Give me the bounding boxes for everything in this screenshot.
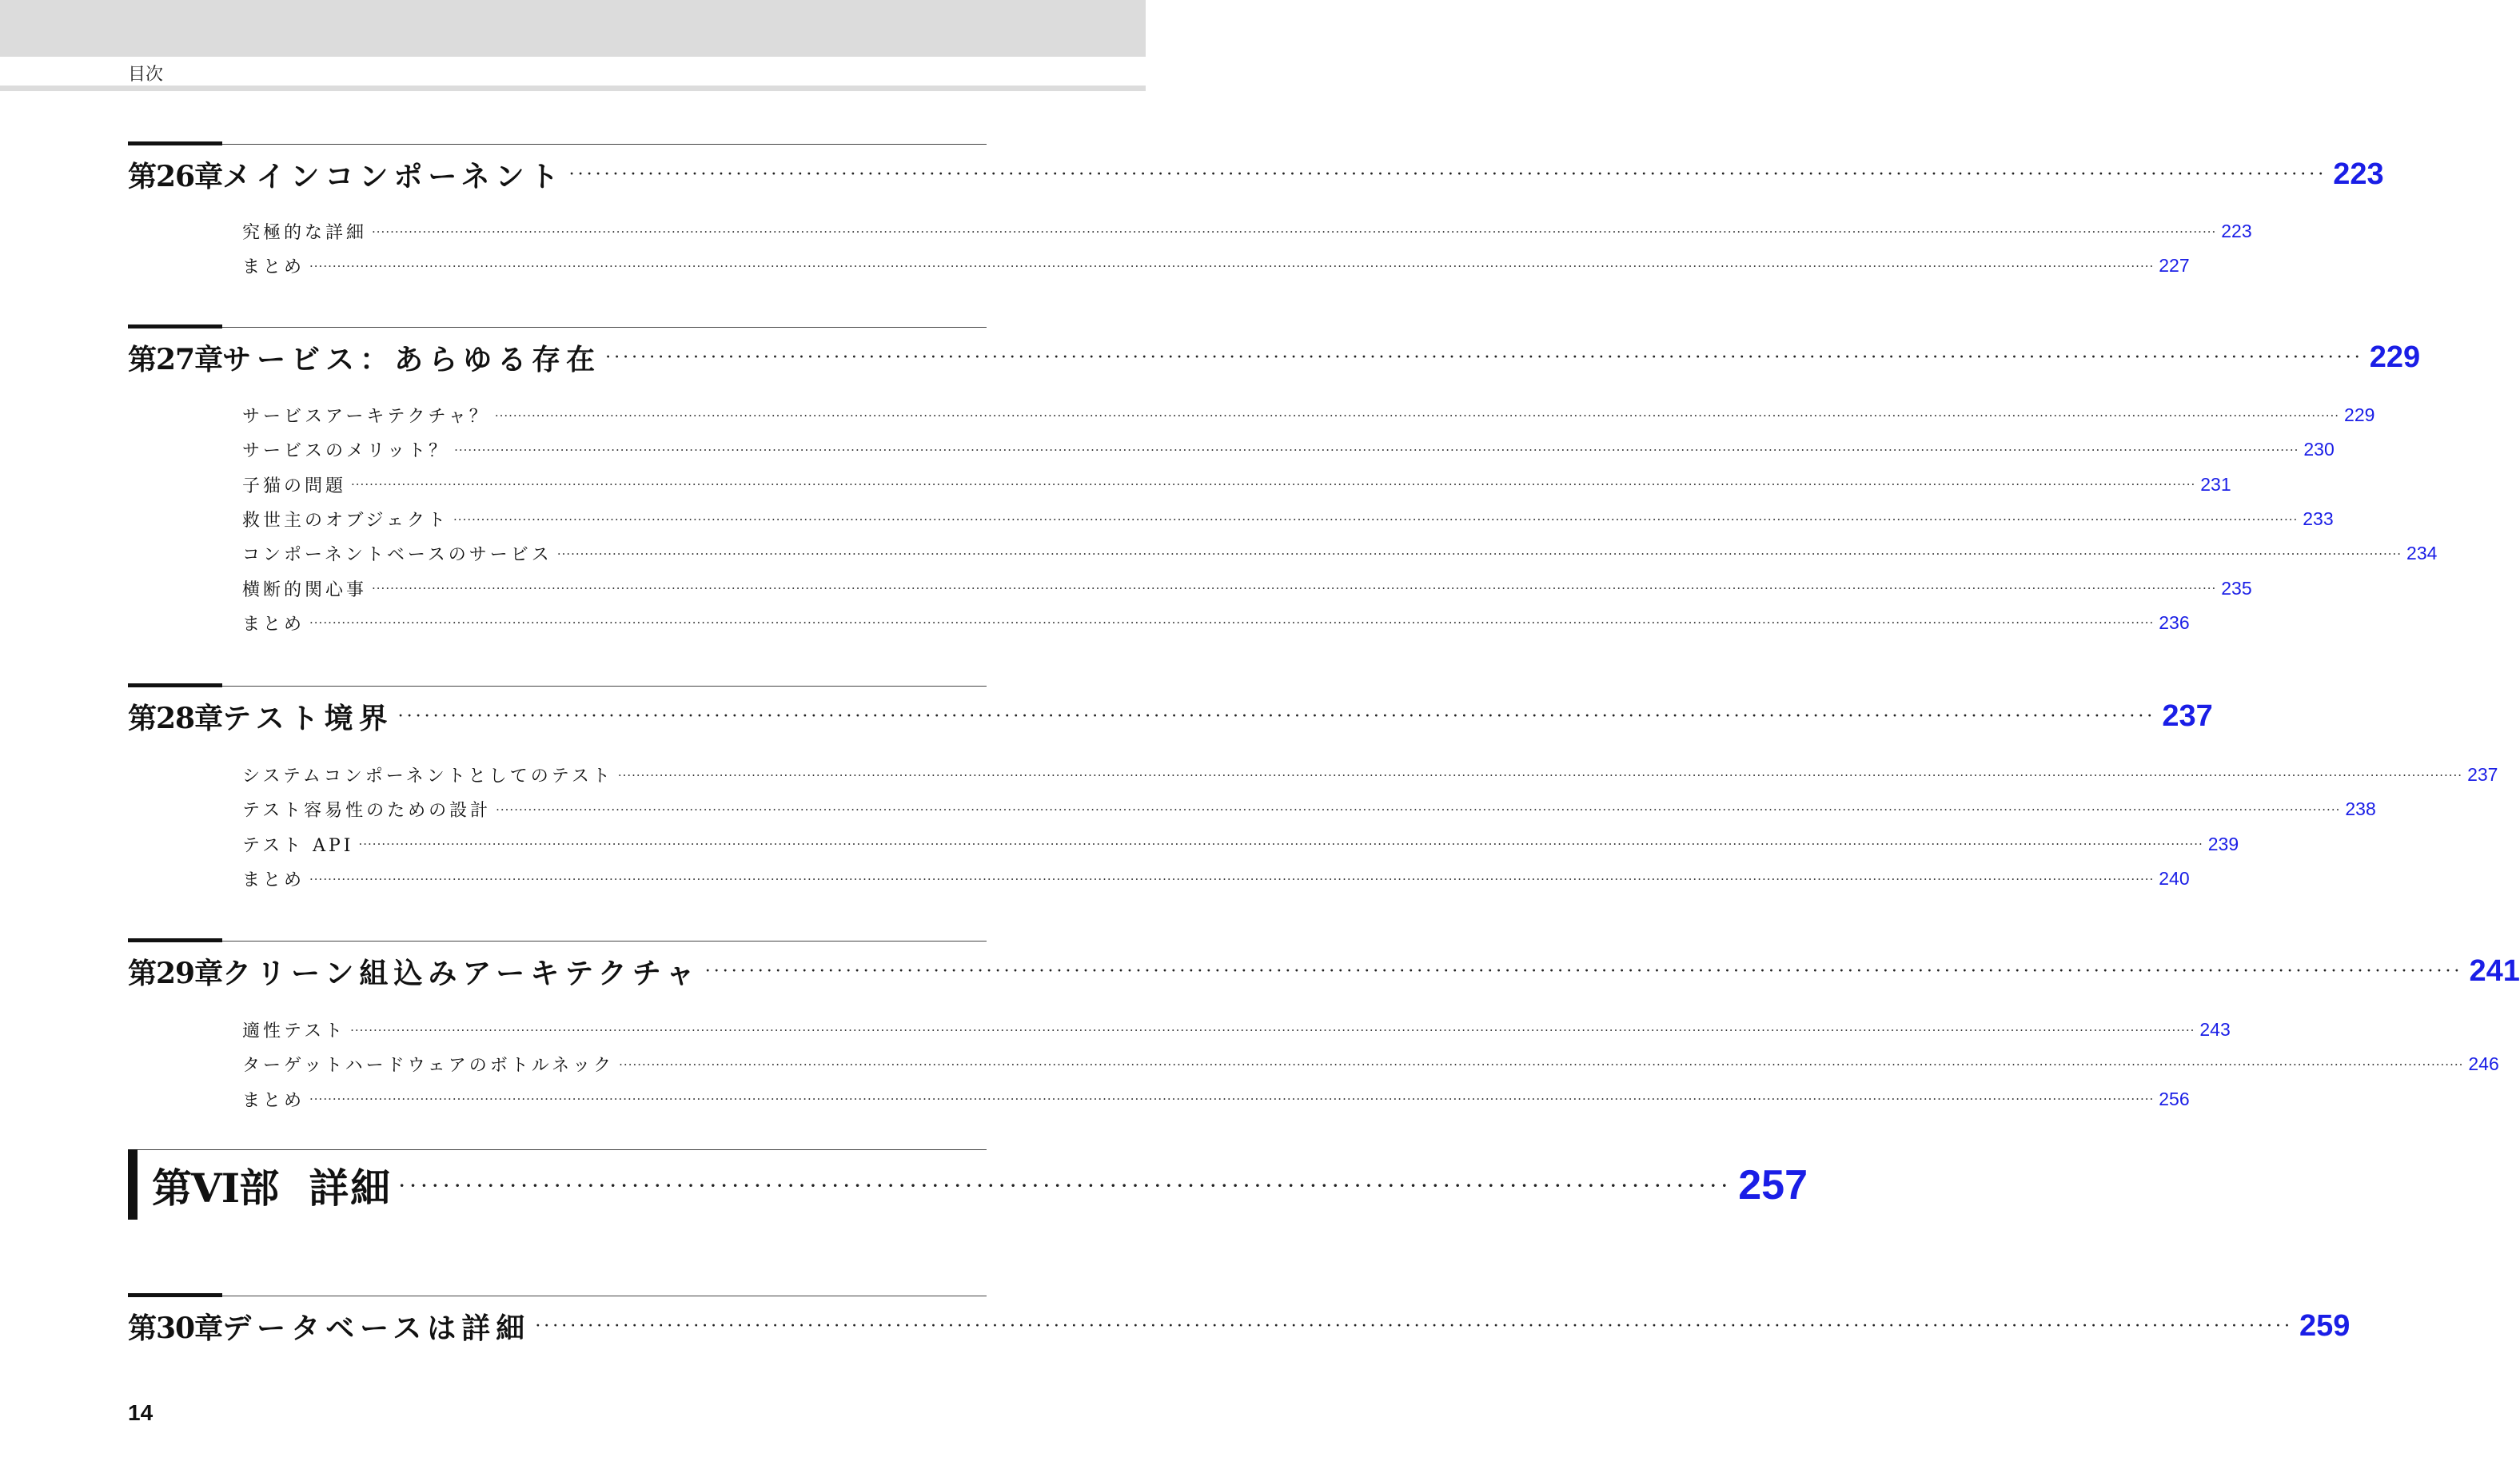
chapter-number: 第27章 [128,342,223,376]
chapter-leader: ········································································································································································································ [568,164,2327,185]
chapter-leader: ········································································································································································································ [397,706,2156,727]
section-title: まとめ [242,257,305,278]
section-page[interactable]: 236 [2159,611,2190,633]
chapter-entry[interactable] [128,694,2213,738]
section-page[interactable]: 246 [2468,1053,2499,1075]
section-title: 横断的関心事 [242,579,368,600]
chapter-page[interactable]: 237 [2162,699,2213,733]
section-leader: ················································································································································································································································································································································································································ [350,1022,2195,1037]
section-list [242,758,2498,896]
chapter-entry[interactable] [128,152,2384,197]
section-title: コンポーネントベースのサービス [242,545,552,566]
section-page[interactable]: 239 [2207,833,2239,854]
chapter-rule [128,327,987,328]
part-page[interactable]: 257 [1738,1162,1808,1208]
part-title: 詳細 [309,1164,393,1212]
chapter-rule [128,941,987,942]
section-entry[interactable] [242,827,2239,862]
section-entry[interactable] [242,1047,2499,1081]
section-page[interactable]: 238 [2345,798,2376,820]
chapter-page[interactable]: 241 [2469,953,2520,988]
section-entry[interactable] [242,468,2231,502]
section-leader: ················································································································································································································································································································································································································ [309,258,2155,273]
section-leader: ················································································································································································································································································································································································································ [453,512,2299,527]
chapter-rule [128,144,987,145]
part-bar [128,1149,138,1220]
chapter-title: クリーン組込みアーキテクチャ [222,956,700,990]
section-page[interactable]: 231 [2200,473,2231,495]
section-leader: ················································································································································································································································································································································································································ [372,581,2217,596]
chapter-rule [128,686,987,687]
section-entry[interactable] [242,398,2375,432]
chapter-page[interactable]: 223 [2333,157,2384,191]
chapter-title: データベースは詳細 [222,1311,531,1345]
running-header: 目次 [128,65,164,85]
section-page[interactable]: 233 [2303,508,2334,530]
section-entry[interactable] [242,249,2190,283]
section-list [242,398,2438,640]
section-page[interactable]: 243 [2199,1019,2231,1041]
section-entry[interactable] [242,758,2498,792]
part-rule [128,1149,987,1150]
section-leader: ················································································································································································································································································································································································································ [372,224,2217,239]
chapter-rule-accent [128,1293,222,1297]
section-leader: ················································································································································································································································································································································································································ [556,546,2402,561]
section-title: 究極的な詳細 [242,223,368,244]
section-leader: ················································································································································································································································································································································································································ [454,442,2299,457]
chapter-title: サービス：あらゆる存在 [222,342,601,376]
section-page[interactable]: 223 [2221,221,2252,242]
chapter-rule-accent [128,683,222,687]
section-entry[interactable] [242,1013,2231,1047]
part-heading [128,1149,1808,1221]
section-page[interactable]: 229 [2344,404,2375,426]
chapter-leader: ········································································································································································································ [535,1316,2293,1336]
chapter-entry[interactable] [128,949,2520,993]
section-title: まとめ [242,614,305,635]
section-entry[interactable] [242,536,2438,571]
section-list [242,1013,2499,1117]
chapter-page[interactable]: 259 [2299,1308,2351,1343]
section-entry[interactable] [242,862,2190,896]
section-page[interactable]: 230 [2303,439,2335,460]
chapter-number: 第29章 [128,956,223,990]
chapter-rule-accent [128,938,222,942]
chapter-rule-accent [128,141,222,145]
section-page[interactable]: 235 [2221,577,2252,599]
section-leader: ················································································································································································································································································································································································································ [309,871,2155,886]
section-title: 適性テスト [242,1021,346,1042]
chapter-entry[interactable] [128,335,2421,380]
section-leader: ················································································································································································································································································································································································································ [358,837,2203,852]
section-entry[interactable] [242,571,2252,605]
section-entry[interactable] [242,1082,2190,1117]
page-number: 14 [128,1400,154,1425]
chapter-entry[interactable] [128,1304,2351,1348]
section-title: ターゲットハードウェアのボトルネック [242,1056,615,1077]
section-title: サービスアーキテクチャ？ [242,407,490,428]
section-page[interactable]: 237 [2467,764,2498,786]
section-page[interactable]: 227 [2159,255,2190,277]
chapter-leader: ········································································································································································································ [704,961,2463,981]
chapter-page[interactable]: 229 [2369,340,2421,374]
section-title: まとめ [242,870,305,891]
section-title: サービスのメリット？ [242,441,450,462]
section-entry[interactable] [242,606,2190,640]
section-entry[interactable] [242,792,2376,826]
section-title: 救世主のオブジェクト [242,511,449,531]
section-entry[interactable] [242,502,2334,536]
section-page[interactable]: 234 [2406,543,2438,564]
section-leader: ················································································································································································································································································································································································································ [309,615,2155,631]
section-leader: ················································································································································································································································································································································································································ [617,767,2463,782]
section-leader: ················································································································································································································································································································································································································ [619,1057,2464,1072]
section-entry[interactable] [242,432,2335,467]
part-entry[interactable] [152,1156,1808,1215]
section-leader: ················································································································································································································································································································································································································ [494,408,2340,423]
chapter-rule-accent [128,324,222,328]
section-page[interactable]: 256 [2159,1088,2190,1109]
chapter-number: 第26章 [128,159,223,193]
section-title: テスト API [242,835,354,856]
section-leader: ················································································································································································································································································································································································································ [309,1092,2155,1107]
section-title: 子猫の問題 [242,476,347,496]
chapter-number: 第28章 [128,701,223,735]
section-entry[interactable] [242,214,2252,249]
section-list [242,214,2252,284]
section-title: システムコンポーネントとしてのテスト [242,766,613,787]
section-leader: ················································································································································································································································································································································································································ [351,477,2196,492]
section-leader: ················································································································································································································································································································································································································ [496,802,2341,817]
chapter-leader: ········································································································································································································ [605,347,2363,368]
section-title: まとめ [242,1090,305,1111]
part-leader: ························································································································ [398,1172,1732,1199]
part-number: 第VI部 [152,1164,279,1212]
chapter-title: メインコンポーネント [222,159,564,193]
chapter-title: テスト境界 [222,701,393,735]
section-title: テスト容易性のための設計 [242,801,492,822]
chapter-number: 第30章 [128,1311,223,1345]
section-page[interactable]: 240 [2159,868,2190,890]
